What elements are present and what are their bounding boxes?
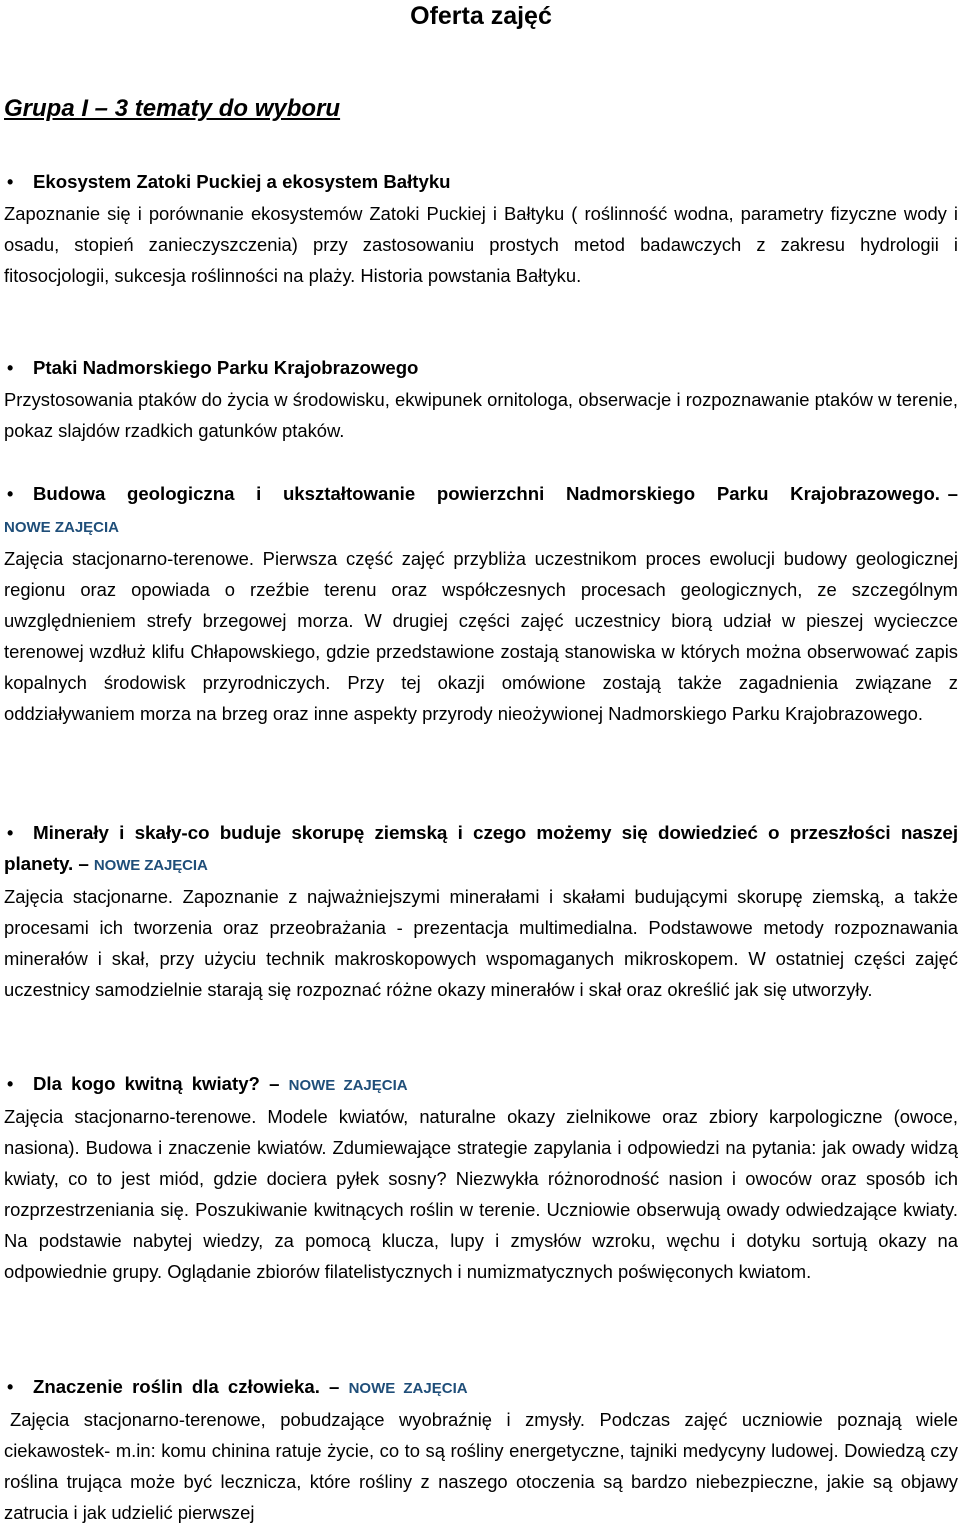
section-description: Zajęcia stacjonarno-terenowe. Pierwsza część zajęć przybliża uczestnikom proces ewolucji budowy geologicznej regionu oraz opowiada o rzeźbie terenu oraz współczesnych procesach geologicznych, ze szczególnym uwzględnieniem strefy brzegowej morza. W drugiej części zajęć uczestnicy biorą udział w pieszej wycieczce terenowej wzdłuż klifu Chłapowskiego, gdzie przedstawione zostają stanowiska w których można obserwować zapis kopalnych środowisk przyrodniczych. Przy tej okazji omówione zostają także zagadnienia związane z oddziaływaniem morza na brzeg oraz inne aspekty przyrody nieożywionej Nadmorskiego Parku Krajobrazowego. [4, 548, 958, 724]
section-title [4, 478, 958, 543]
bullet-icon [4, 1372, 33, 1403]
section-title [4, 166, 958, 198]
tag-dash: – [329, 1376, 340, 1397]
bullet-icon [4, 818, 33, 849]
section-description: Przystosowania ptaków do życia w środowisku, ekwipunek ornitologa, obserwacje i rozpoznawanie ptaków w terenie, pokaz slajdów rzadkich gatunków ptaków. [4, 389, 958, 441]
new-class-badge: NOWE ZAJĘCIA [93, 857, 208, 874]
bullet-icon [4, 353, 33, 384]
tag-dash: – [269, 1073, 280, 1094]
offer-section-mineraly [4, 818, 958, 1005]
section-title-text: Budowa geologiczna i ukształtowanie powierzchni Nadmorskiego Parku Krajobrazowego. [33, 483, 940, 504]
new-class-badge: NOWE ZAJĘCIA [288, 1077, 408, 1094]
new-class-badge: NOWE ZAJĘCIA [4, 519, 120, 536]
offer-section-geologia [4, 478, 958, 729]
section-title [4, 352, 958, 384]
bullet-icon [4, 167, 33, 198]
group-heading: Grupa I – 3 tematy do wyboru [4, 95, 341, 122]
section-description: Zapoznanie się i porównanie ekosystemów Zatoki Puckiej i Bałtyku ( roślinność wodna, parametry fizyczne wody i osadu, stopień zanieczyszczenia) przy zastosowaniu prostych metod badawczych z zakresu hydrologii i fitosocjologii, sukcesja roślinności na plaży. Historia powstania Bałtyku. [4, 203, 958, 286]
section-title-text: Ekosystem Zatoki Puckiej a ekosystem Bałtyku [33, 171, 451, 192]
section-description: Zajęcia stacjonarno-terenowe, pobudzające wyobraźnię i zmysły. Podczas zajęć uczniowie poznają wiele ciekawostek- m.in: komu chinina ratuje życie, co to są rośliny energetyczne, tajniki medycyny ludowej. Dowiedzą czy roślina trująca może być lecznicza, które rośliny z naszego otoczenia są bardzo niebezpieczne, jakie są objawy zatrucia i jak udzielić pierwszej [4, 1409, 958, 1523]
offer-section-kwiaty [4, 1068, 958, 1287]
section-description: Zajęcia stacjonarne. Zapoznanie z najważniejszymi minerałami i skałami budującymi skorupę ziemską, a także procesami ich tworzenia oraz przeobrażania - prezentacja multimedialna. Podstawowe metody rozpoznawania minerałów i skał, przy użyciu technik makroskopowych wspomaganych mikroskopem. W ostatniej części zajęć uczestnicy samodzielnie starają się rozpoznać różne okazy minerałów i skał oraz określić jak się utworzyły. [4, 886, 958, 1000]
section-title-text: Minerały i skały-co buduje skorupę ziemską i czego możemy się dowiedzieć o przeszłości naszej planety. [4, 823, 958, 875]
tag-dash: – [78, 854, 89, 875]
section-title [4, 1371, 958, 1404]
section-title [4, 818, 958, 881]
new-class-badge: NOWE ZAJĘCIA [348, 1380, 468, 1397]
section-title-text: Znaczenie roślin dla człowieka. [33, 1376, 320, 1397]
tag-dash: – [947, 483, 959, 504]
section-title-text: Ptaki Nadmorskiego Parku Krajobrazowego [33, 357, 419, 378]
section-description: Zajęcia stacjonarno-terenowe. Modele kwiatów, naturalne okazy zielnikowe oraz zbiory karpologiczne (owoce, nasiona). Budowa i znaczenie kwiatów. Zdumiewające strategie zapylania i odpowiedzi na pytania: jak owady widzą kwiaty, co to jest miód, gdzie dociera pyłek sosny? Niezwykła różnorodność nasion i owoców oraz sposób ich rozprzestrzeniania się. Poszukiwanie kwitnących roślin w terenie. Uczniowie obserwują owady odwiedzające kwiaty. Na podstawie nabytej wiedzy, za pomocą klucza, lupy i zmysłów wzroku, węchu i dotyku sortują okazy na odpowiednie grupy. Oglądanie zbiorów filatelistycznych i numizmatycznych poświęconych kwiatom. [4, 1106, 958, 1282]
page-title: Oferta zajęć [410, 2, 552, 30]
section-title [4, 1068, 958, 1101]
bullet-icon [4, 479, 33, 510]
offer-section-rosliny [4, 1371, 958, 1528]
section-title-text: Dla kogo kwitną kwiaty? [33, 1073, 260, 1094]
offer-section-ekosystem [4, 166, 958, 291]
offer-section-ptaki [4, 352, 958, 446]
document-page [4, 0, 959, 1523]
bullet-icon [4, 1069, 33, 1100]
